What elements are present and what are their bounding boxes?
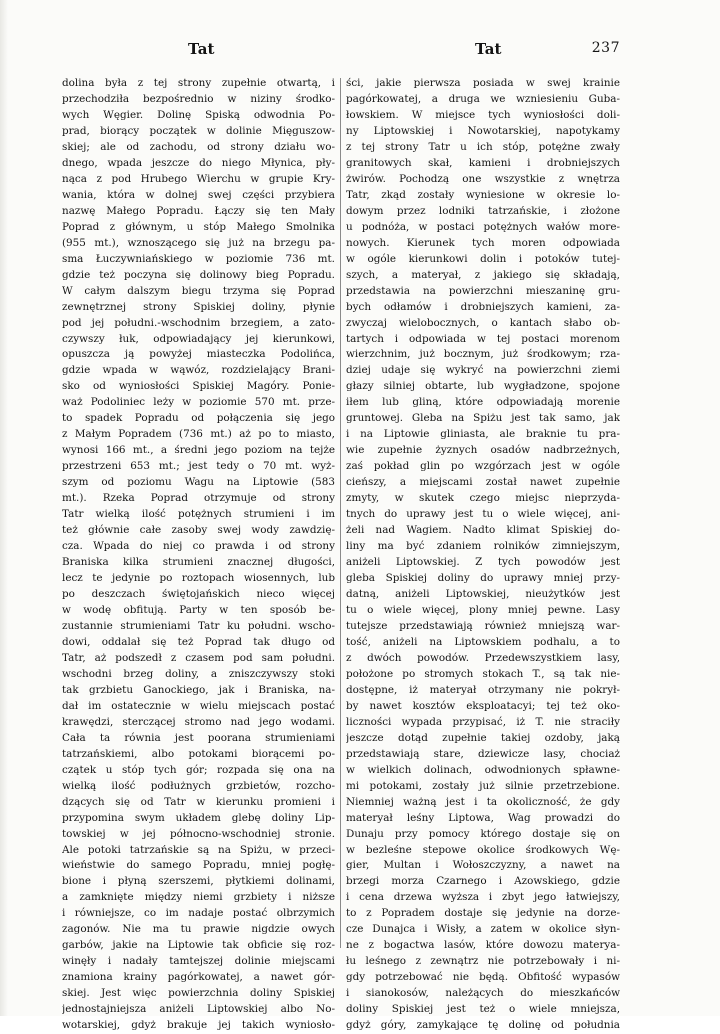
left-column-line: zagonów. Nie ma tu prawie nigdzie owych — [62, 923, 335, 936]
right-column-line: Dunaju przy pomocy którego dostaje się on — [346, 827, 620, 840]
left-column-line: po deszczach świętojańskich nieco więcej — [62, 588, 335, 600]
left-column-line: z Małym Popradem (736 mt.) aż po to miasto, — [62, 428, 335, 441]
right-column-line: materyał leśny Liptowa, Wag prowadzi do — [346, 811, 620, 824]
left-running-head: Tat — [188, 40, 215, 58]
page-header — [60, 40, 620, 64]
left-column-line: i równiejsze, co im nadaje postać olbrzymich — [62, 907, 335, 920]
left-column-line: dnego, wpada jeszcze do niego Młynica, pły- — [62, 156, 335, 169]
left-column-line: tak grzbietu Ganockiego, jak i Braniska, na- — [62, 683, 335, 696]
right-column-line: i cena drzewa wyższa i zbyt jego łatwiejszy, — [346, 891, 620, 904]
left-column-line: towskiej w jej północno-wschodniej stronie. — [62, 827, 335, 840]
left-column-line: przestrzeni 653 mt.; jest tedy o 70 mt. wyż- — [62, 460, 335, 473]
left-column-line: szym od poziomu Wagu na Liptowie (583 — [62, 476, 335, 489]
left-column-line: wania, która w dolnej swej części przybiera — [62, 188, 335, 201]
right-column-line: w wielkich dolinach, odwodnionych spławne- — [346, 763, 620, 776]
left-column-line: a zamknięte między niemi grzbiety i niższe — [62, 891, 335, 904]
left-column-line: sko od wyniosłości Spiskiej Magóry. Ponie- — [62, 380, 335, 393]
page-number: 237 — [591, 40, 620, 56]
right-column-line: mi potokami, zostały już silnie przetrzebione. — [346, 779, 620, 792]
right-column-line: nowych. Kierunek tych moren odpowiada — [346, 236, 620, 249]
right-column-line: dostępne, iż materyał otrzymany nie pokrył- — [346, 683, 620, 696]
left-column-line: nąca z pod Hrubego Wierchu w grupie Kry- — [62, 172, 335, 185]
right-column-line: brzegi morza Czarnego i Azowskiego, gdzie — [346, 875, 620, 888]
right-column-line: głazy silniej obtarte, lub wygładzone, spojone — [346, 380, 620, 393]
right-column-line: ści, jakie pierwsza posiada w swej krainie — [346, 77, 620, 89]
left-column — [62, 76, 335, 1034]
left-column-line: bione i płyną szerszemi, płytkiemi dolinami, — [62, 875, 335, 888]
right-column-line: z dwóch powodów. Przedewszystkiem lasy, — [346, 651, 620, 664]
right-column-line: tu o wiele więcej, plony mniej pewne. Lasy — [346, 603, 620, 616]
left-column-line: dał im ostatecznie w wielu miejscach postać — [62, 699, 335, 712]
right-column-line: by nawet kosztów eksploatacyi; tej też oko- — [346, 699, 620, 712]
right-column-line: gier, Multan i Wołoszczyzny, a nawet na — [346, 859, 620, 872]
right-column-line: i sianokosów, należących do mieszkańców — [346, 987, 620, 1000]
left-column-line: W całym dalszym biegu trzyma się Poprad — [62, 284, 335, 297]
left-column-line: też głównie całe zasoby swej wody zawdzię- — [62, 524, 335, 537]
left-column-line: cza. Wpada do niej co prawda i od strony — [62, 540, 335, 553]
left-column-line: waż Podoliniec leży w poziomie 570 mt. prze- — [62, 396, 335, 409]
left-column-line: opuszcza ją powyżej miasteczka Podolińca, — [62, 348, 335, 361]
left-column-line: jednostajniejsza aniżeli Liptowskiej albo No- — [62, 1003, 335, 1016]
left-column-line: prad, biorący początek w dolinie Mięguszow- — [62, 124, 335, 137]
left-column-line: tatrzańskiemi, albo potokami biorącemi po- — [62, 747, 335, 760]
right-column-line: iłem lub gliną, które odpowiadają morenie — [346, 396, 620, 409]
right-column-line: Niemniej ważną jest i ta okoliczność, że gdy — [346, 795, 620, 808]
left-column-line: gdzie też poczyna się dolinowy bieg Popradu. — [62, 268, 335, 281]
right-column-line: bych odłamów i drobniejszych kamieni, za- — [346, 300, 620, 313]
right-column-line: z tej strony Tatr u ich stóp, potężne zwały — [346, 140, 620, 153]
left-column-line: w wodę obfitują. Party w ten sposób be- — [62, 603, 335, 616]
right-column-line: ne z bogactwa lasów, które dowozu materya- — [346, 939, 620, 952]
left-column-line: wschodni brzeg doliny, a zniszczywszy stoki — [62, 667, 335, 680]
right-column-line: żeli nad Wagiem. Nadto klimat Spiskiej do- — [346, 524, 620, 537]
left-column-line: wynosi 166 mt., a średni jego poziom na tejże — [62, 444, 335, 457]
right-column-line: położone po stromych stokach T., są tak nie- — [346, 667, 620, 680]
right-column-line: gdyż góry, zamykające tę dolinę od południa — [346, 1019, 620, 1032]
left-column-line: pod jej południ.-wschodnim brzegiem, a zato- — [62, 316, 335, 329]
right-column-line: liczności wypada przypisać, iż T. nie straciły — [346, 715, 620, 728]
right-column-line: wierzchnim, już bocznym, już środkowym; rza- — [346, 348, 620, 361]
right-column-line: jeszcze dotąd zupełnie takiej ozdoby, jaką — [346, 731, 620, 744]
left-column-line: wielką ilość podłużnych grzbietów, rozcho- — [62, 779, 335, 792]
left-column-line: Tatr, aż podszedł z czasem pod sam południ. — [62, 651, 335, 664]
left-column-line: nazwę Małego Popradu. Łączy się ten Mały — [62, 204, 335, 217]
left-column-line: dolina była z tej strony zupełnie otwartą, i — [62, 77, 335, 89]
left-column-line: wych Węgier. Dolinę Spiską odwodnia Po- — [62, 108, 335, 121]
right-column-line: doliny Spiskiej jest też o wiele mniejsza, — [346, 1003, 620, 1016]
right-running-head: Tat — [475, 40, 502, 58]
right-column-line: łu leśnego z zewnątrz nie potrzebowały i ni- — [346, 955, 620, 968]
right-column-line: aniżeli Liptowskiej. Z tych powodów jest — [346, 556, 620, 569]
left-column-line: znamiona krainy pagórkowatej, a nawet gór- — [62, 971, 335, 984]
left-column-line: zewnętrznej strony Spiskiej doliny, płynie — [62, 300, 335, 313]
right-column — [346, 76, 620, 1034]
right-column-line: to z Popradem dostaje się jedynie na dorze- — [346, 907, 620, 920]
left-column-line: gdzie wpada w wąwóz, rozdzielający Brani- — [62, 364, 335, 377]
left-column-line: (955 mt.), wznoszącego się już na brzegu pa- — [62, 236, 335, 249]
right-column-line: dziej udaje się wykryć na powierzchni ziemi — [346, 364, 620, 377]
left-column-line: lecz te jedynie po roztopach wiosennych, lub — [62, 572, 335, 585]
right-column-line: ny Liptowskiej i Nowotarskiej, napotykamy — [346, 124, 620, 137]
left-column-line: wotarskiej, gdyż brakuje jej takich wyniosło- — [62, 1019, 335, 1032]
left-column-line: skiej. Jest więc powierzchnia doliny Spiskiej — [62, 987, 335, 1000]
left-column-line: garbów, jakie na Liptowie tak obficie się roz- — [62, 939, 335, 952]
right-column-line: dowym przez lodniki tatrzańskie, i złożone — [346, 204, 620, 217]
right-column-line: cze Dunajca i Wisły, a zatem w okolice słyn- — [346, 923, 620, 936]
right-column-line: gruntowej. Gleba na Spiżu jest tak samo, jak — [346, 412, 620, 425]
left-column-line: Ale potoki tatrzańskie są na Spiżu, w przeci- — [62, 843, 335, 856]
right-column-line: wie zupełnie żyznych osadów nadbrzeżnych, — [346, 444, 620, 457]
right-column-line: zmyty, w skutek czego miejsc nieprzyda- — [346, 492, 620, 505]
right-column-line: cieńszy, a miejscami został nawet zupełnie — [346, 476, 620, 489]
right-column-line: żwirów. Pochodzą one wszystkie z wnętrza — [346, 172, 620, 185]
left-column-line: przechodziła bezpośrednio w niziny środko- — [62, 92, 335, 105]
right-column-line: u podnóża, w postaci potężnych wałów more- — [346, 220, 620, 233]
left-column-line: wieństwie do samego Popradu, mniej pogłę- — [62, 859, 335, 872]
right-column-line: liny ma być zdaniem rolników zimniejszym, — [346, 540, 620, 553]
left-column-line: przypomina swym układem glebę doliny Lip- — [62, 811, 335, 824]
right-column-line: szych, a materyał, z jakiego się składają, — [346, 268, 620, 281]
right-column-line: przedstawiają stare, dziewicze lasy, chociaż — [346, 747, 620, 760]
left-column-line: to spadek Popradu od połączenia się jego — [62, 412, 335, 425]
left-column-line: zustannie strumieniami Tatr ku południ. wscho- — [62, 619, 335, 632]
right-column-line: tnych do uprawy jest tu o wiele więcej, ani- — [346, 508, 620, 521]
right-column-line: i na Liptowie gliniasta, ale braknie tu pra- — [346, 428, 620, 441]
right-column-line: tość, aniżeli na Liptowskiem podhalu, a to — [346, 635, 620, 648]
left-column-line: winęły i nadały tamtejszej dolinie miejscami — [62, 955, 335, 968]
right-column-line: w bezleśne stepowe okolice środkowych Wę- — [346, 843, 620, 856]
left-column-line: czątek u stóp tych gór; rozpada się ona na — [62, 763, 335, 776]
left-column-line: skiej; ale od zachodu, od strony działu wo- — [62, 140, 335, 153]
right-column-line: pagórkowatej, a druga we wzniesieniu Guba- — [346, 92, 620, 105]
right-column-line: gleba Spiskiej doliny do uprawy mniej przy- — [346, 572, 620, 585]
left-column-line: Poprad z głównym, u stóp Małego Smolnika — [62, 220, 335, 233]
left-column-line: czywszy łuk, odpowiadający jej kierunkowi, — [62, 332, 335, 345]
right-column-line: Tatr, zkąd zostały wyniesione w okresie lo- — [346, 188, 620, 201]
left-column-line: Cała ta równia jest poorana strumieniami — [62, 731, 335, 744]
left-column-line: Tatr wielką ilość potężnych strumieni i im — [62, 508, 335, 521]
right-column-line: tutejsze przedstawiają również mniejszą war- — [346, 619, 620, 632]
column-divider — [340, 78, 341, 948]
left-column-line: sma Łuczywniańskiego w poziomie 736 mt. — [62, 252, 335, 265]
right-column-line: zaś pokład glin po wzgórzach jest w ogóle — [346, 460, 620, 473]
right-column-line: granitowych skał, kamieni i drobniejszych — [346, 156, 620, 169]
right-column-line: tartych i odpowiada w tej postaci morenom — [346, 332, 620, 345]
left-column-line: mt.). Rzeka Poprad otrzymuje od strony — [62, 492, 335, 505]
right-column-line: w ogóle kierunkowi dolin i potoków tutej- — [346, 252, 620, 265]
page-edge-shadow — [0, 0, 8, 1016]
right-column-line: zwyczaj wielobocznych, o kantach słabo ob- — [346, 316, 620, 329]
right-column-line: łowskiem. W miejsce tych wyniosłości doli- — [346, 108, 620, 121]
left-column-line: Braniska kilka strumieni znacznej długości, — [62, 556, 335, 569]
right-column-line: datną, aniżeli Liptowskiej, nieużytków jest — [346, 588, 620, 600]
left-column-line: krawędzi, sterczącej stromo nad jego wodami. — [62, 715, 335, 728]
left-column-line: dowi, oddalał się też Poprad tak długo od — [62, 635, 335, 648]
left-column-line: dzących się od Tatr w kierunku promieni i — [62, 795, 335, 808]
right-column-line: przedstawia na powierzchni mieszaninę gru- — [346, 284, 620, 297]
right-column-line: gdy potrzebować nie będą. Obfitość wypasów — [346, 971, 620, 984]
